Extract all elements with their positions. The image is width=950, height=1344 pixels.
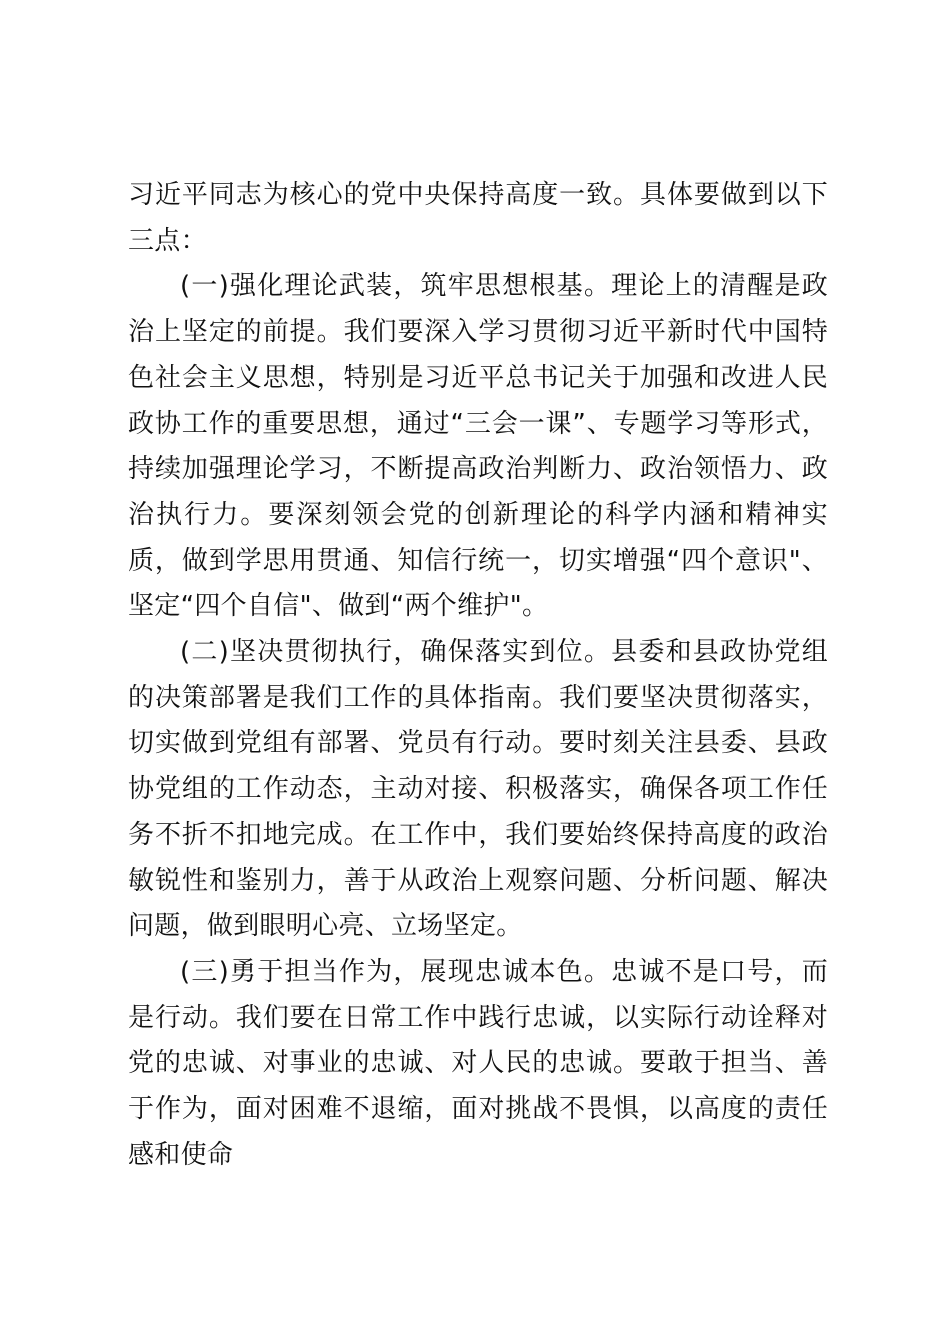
paragraph-section-3: (三)勇于担当作为，展现忠诚本色。忠诚不是口号，而是行动。我们要在日常工作中践行忠诚，以实际行动诠释对党的忠诚、对事业的忠诚、对人民的忠诚。要敢于担当、善于作为，面对困难不退缩，面对挑战不畏惧，以高度的责任感和使命 bbox=[128, 956, 828, 1170]
paragraph-intro-continuation: 习近平同志为核心的党中央保持高度一致。具体要做到以下三点： bbox=[128, 180, 828, 256]
paragraph-section-1: (一)强化理论武装，筑牢思想根基。理论上的清醒是政治上坚定的前提。我们要深入学习贯彻习近平新时代中国特色社会主义思想，特别是习近平总书记关于加强和改进人民政协工作的重要思想，通过“三会一课”、专题学习等形式，持续加强理论学习，不断提高政治判断力、政治领悟力、政治执行力。要深刻领会党的创新理论的科学内涵和精神实质，做到学思用贯通、知信行统一，切实增强“四个意识"、坚定“四个自信"、做到“两个维护"。 bbox=[128, 271, 828, 622]
document-body bbox=[128, 173, 828, 1178]
paragraph-section-2: (二)坚决贯彻执行，确保落实到位。县委和县政协党组的决策部署是我们工作的具体指南。我们要坚决贯彻落实，切实做到党组有部署、党员有行动。要时刻关注县委、县政协党组的工作动态，主动对接、积极落实，确保各项工作任务不折不扣地完成。在工作中，我们要始终保持高度的政治敏锐性和鉴别力，善于从政治上观察问题、分析问题、解决问题，做到眼明心亮、立场坚定。 bbox=[128, 637, 828, 942]
